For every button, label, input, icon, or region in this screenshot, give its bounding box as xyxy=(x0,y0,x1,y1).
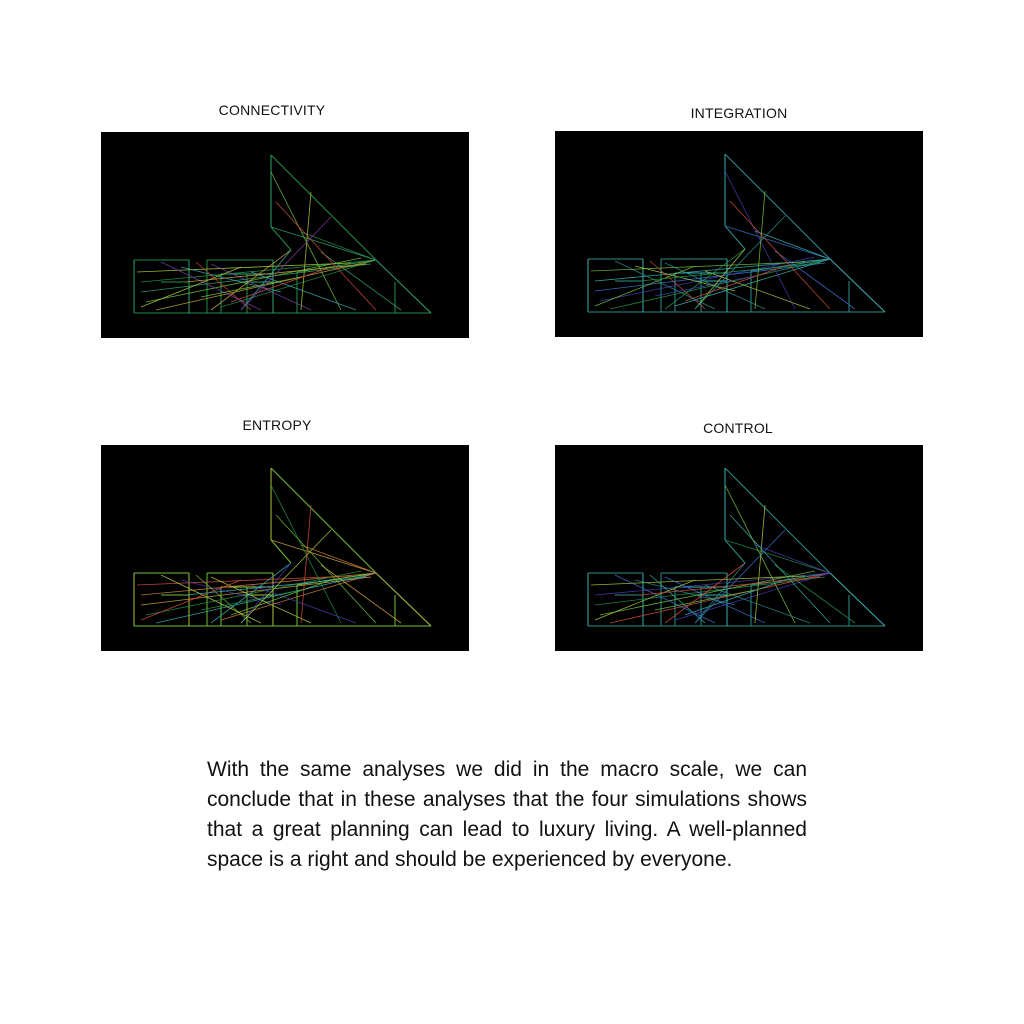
connectivity-diagram-svg xyxy=(101,132,469,338)
axial-line xyxy=(241,250,291,310)
axial-line xyxy=(211,563,291,623)
plan-wall-line xyxy=(376,260,431,313)
axial-line xyxy=(241,563,291,623)
plan-wall-line xyxy=(725,154,830,259)
axial-line xyxy=(271,485,341,623)
axial-line xyxy=(595,580,695,620)
caption-paragraph: With the same analyses we did in the macro scale, we can conclude that in these analyses that the four simulations shows that a great planning can lead to luxury living. A well-planned space is a right and should be experienced by everyone. xyxy=(207,758,807,871)
axial-line xyxy=(695,249,745,309)
entropy-diagram-svg xyxy=(101,445,469,651)
axial-line xyxy=(271,172,341,310)
control-diagram xyxy=(555,445,923,651)
axial-line xyxy=(141,577,371,605)
axial-line xyxy=(665,249,745,309)
plan-wall-line xyxy=(830,259,885,312)
plan-wall-line xyxy=(376,573,431,626)
axial-line xyxy=(725,171,795,309)
axial-line xyxy=(276,202,376,310)
control-diagram-svg xyxy=(555,445,923,651)
axial-line xyxy=(186,264,366,282)
axial-line xyxy=(695,563,745,623)
integration-diagram xyxy=(555,131,923,337)
entropy-diagram xyxy=(101,445,469,651)
axial-line xyxy=(640,577,820,595)
axial-line xyxy=(186,577,366,595)
axial-line xyxy=(595,266,695,306)
axial-line xyxy=(141,580,241,620)
axial-line xyxy=(141,267,241,307)
plan-wall-line xyxy=(725,468,830,573)
axial-line xyxy=(276,515,376,623)
plan-wall-line xyxy=(271,155,376,260)
panel-title-connectivity: CONNECTIVITY xyxy=(218,102,326,118)
plan-wall-line xyxy=(830,573,885,626)
axial-line xyxy=(640,263,820,281)
axial-line xyxy=(595,263,825,291)
axial-line xyxy=(665,563,745,623)
axial-line xyxy=(211,250,291,310)
axial-line xyxy=(595,577,825,605)
panel-title-control: CONTROL xyxy=(703,420,773,436)
axial-line xyxy=(730,515,830,623)
axial-line xyxy=(730,201,830,309)
axial-line xyxy=(725,485,795,623)
integration-diagram-svg xyxy=(555,131,923,337)
panel-title-entropy: ENTROPY xyxy=(242,417,312,433)
axial-line xyxy=(141,264,371,292)
plan-wall-line xyxy=(271,468,376,573)
panel-title-integration: INTEGRATION xyxy=(690,105,788,121)
connectivity-diagram xyxy=(101,132,469,338)
